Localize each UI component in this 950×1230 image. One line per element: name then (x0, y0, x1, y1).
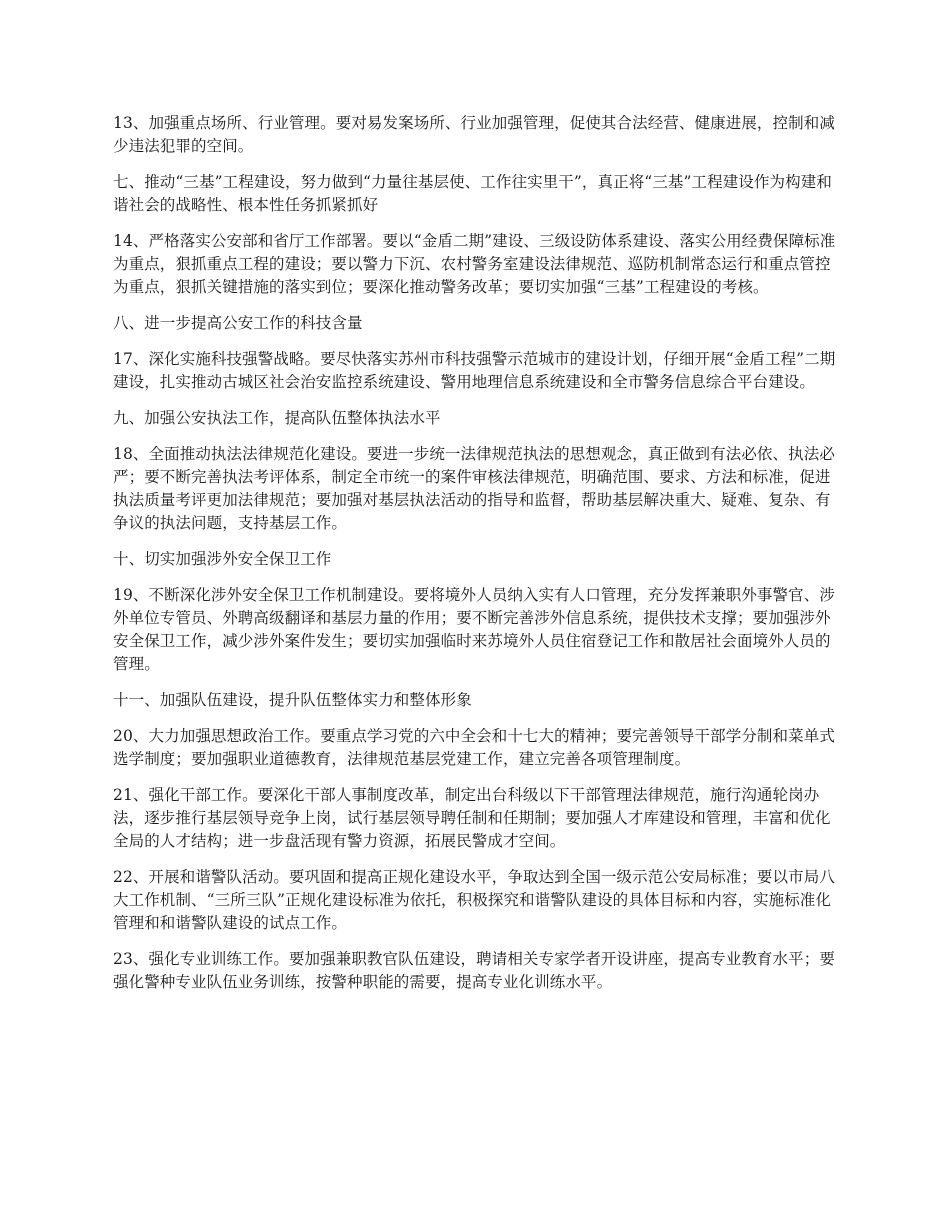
section-heading-7: 七、推动“三基”工程建设，努力做到“力量往基层使、工作往实里干”，真正将“三基”工程建设作为构建和谐社会的战略性、根本性任务抓紧抓好 (113, 173, 832, 214)
section-heading-8: 八、进一步提高公安工作的科技含量 (113, 314, 363, 332)
paragraph-23-training: 23、强化专业训练工作。要加强兼职教官队伍建设，聘请相关专家学者开设讲座，提高专业教育水平；要强化警种专业队伍业务训练，按警种职能的需要，提高专业化训练水平。 (113, 950, 835, 991)
section-heading-11: 十一、加强队伍建设，提升队伍整体实力和整体形象 (113, 691, 472, 709)
paragraph-13-key-venues: 13、加强重点场所、行业管理。要对易发案场所、行业加强管理，促使其合法经营、健康进展，控制和减少违法犯罪的空间。 (113, 114, 835, 155)
paragraph-19-foreign-security: 19、不断深化涉外安全保卫工作机制建设。要将境外人员纳入实有人口管理，充分发挥兼职外事警官、涉外单位专管员、外聘高级翻译和基层力量的作用；要不断完善涉外信息系统，提供技术支撑；要加强涉外安全保卫工作，减少涉外案件发生；要切实加强临时来苏境外人员住宿登记工作和散居社会面境外人员的管理。 (113, 586, 835, 673)
paragraph-18-law-enforcement: 18、全面推动执法法律规范化建设。要进一步统一法律规范执法的思想观念，真正做到有法必依、执法必严；要不断完善执法考评体系，制定全市统一的案件审核法律规范，明确范围、要求、方法和标准，促进执法质量考评更加法律规范；要加强对基层执法活动的指导和监督，帮助基层解决重大、疑难、复杂、有争议的执法问题，支持基层工作。 (113, 445, 835, 532)
section-heading-9: 九、加强公安执法工作，提高队伍整体执法水平 (113, 409, 441, 427)
paragraph-22-harmonious-team: 22、开展和谐警队活动。要巩固和提高正规化建设水平，争取达到全国一级示范公安局标准；要以市局八大工作机制、“三所三队”正规化建设标准为依托，积极探究和谐警队建设的具体目标和内容，实施标准化管理和和谐警队建设的试点工作。 (113, 868, 835, 932)
paragraph-17-technology: 17、深化实施科技强警战略。要尽快落实苏州市科技强警示范城市的建设计划，仔细开展“金盾工程”二期建设，扎实推动古城区社会治安监控系统建设、警用地理信息系统建设和全市警务信息综合平台建设。 (113, 350, 836, 391)
paragraph-21-cadre-work: 21、强化干部工作。要深化干部人事制度改革，制定出台科级以下干部管理法律规范，施行沟通轮岗办法，逐步推行基层领导竞争上岗，试行基层领导聘任制和任期制；要加强人才库建设和管理，丰富和优化全局的人才结构；进一步盘活现有警力资源，拓展民警成才空间。 (113, 786, 831, 850)
paragraph-20-political-work: 20、大力加强思想政治工作。要重点学习党的六中全会和十七大的精神；要完善领导干部学分制和菜单式选学制度；要加强职业道德教育，法律规范基层党建工作，建立完善各项管理制度。 (113, 727, 835, 768)
document-body (113, 112, 839, 1007)
section-heading-10: 十、切实加强涉外安全保卫工作 (113, 550, 332, 568)
paragraph-14-deployment: 14、严格落实公安部和省厅工作部署。要以“金盾二期”建设、三级设防体系建设、落实公用经费保障标准为重点，狠抓重点工程的建设；要以警力下沉、农村警务室建设法律规范、巡防机制常态运行和重点管控为重点，狠抓关键措施的落实到位；要深化推动警务改革；要切实加强“三基”工程建设的考核。 (113, 232, 836, 296)
